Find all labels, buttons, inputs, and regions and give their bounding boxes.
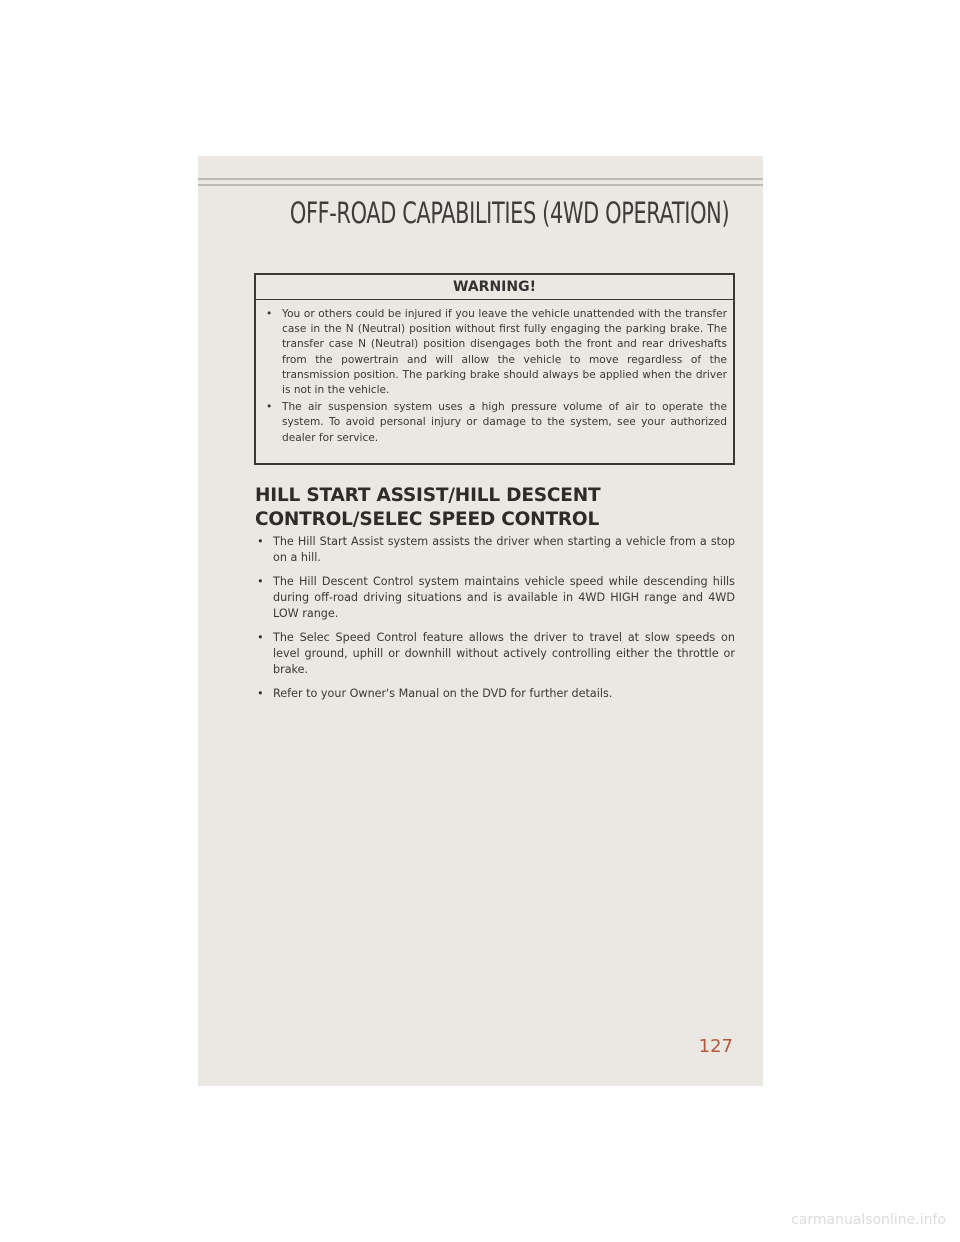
section-list: [255, 534, 735, 710]
header-rule-top: [198, 178, 763, 180]
bullet-icon: •: [257, 575, 264, 588]
section-heading: HILL START ASSIST/HILL DESCENT CONTROL/SELEC SPEED CONTROL: [255, 485, 601, 530]
list-item: [255, 574, 735, 622]
warning-item: [256, 307, 733, 398]
warning-item-text: The air suspension system uses a high pressure volume of air to operate the system. To avoid personal injury or damage to the system, see your authorized dealer for service.: [282, 401, 727, 444]
bullet-icon: •: [266, 308, 273, 320]
page-number: 127: [698, 1036, 733, 1057]
list-item: [255, 630, 735, 678]
warning-list: [256, 307, 733, 448]
warning-title: WARNING!: [256, 275, 733, 300]
warning-box: [254, 273, 735, 465]
list-item-text: Refer to your Owner's Manual on the DVD for further details.: [273, 687, 613, 700]
list-item: [255, 534, 735, 566]
bullet-icon: •: [257, 631, 264, 644]
header-rule-bottom: [198, 184, 763, 186]
list-item-text: The Hill Start Assist system assists the driver when starting a vehicle from a stop on a hill.: [273, 535, 735, 564]
manual-page: [198, 156, 763, 1086]
list-item-text: The Selec Speed Control feature allows the driver to travel at slow speeds on level ground, uphill or downhill without actively controlling either the throttle or brake.: [273, 631, 735, 676]
watermark: carmanualsonline.info: [791, 1212, 946, 1228]
warning-item: [256, 400, 733, 446]
bullet-icon: •: [257, 687, 264, 700]
warning-item-text: You or others could be injured if you leave the vehicle unattended with the transfer case in the N (Neutral) position without first fully engaging the parking brake. The transfer case N (Neutral) position disengages both the front and rear driveshafts from the powertrain and will allow the vehicle to move regardless of the transmission position. The parking brake should always be applied when the driver is not in the vehicle.: [282, 308, 727, 397]
list-item-text: The Hill Descent Control system maintains vehicle speed while descending hills during off-road driving situations and is available in 4WD HIGH range and 4WD LOW range.: [273, 575, 735, 620]
bullet-icon: •: [257, 535, 264, 548]
list-item: [255, 686, 735, 702]
section-title: OFF-ROAD CAPABILITIES (4WD OPERATION): [289, 196, 729, 230]
bullet-icon: •: [266, 401, 273, 414]
